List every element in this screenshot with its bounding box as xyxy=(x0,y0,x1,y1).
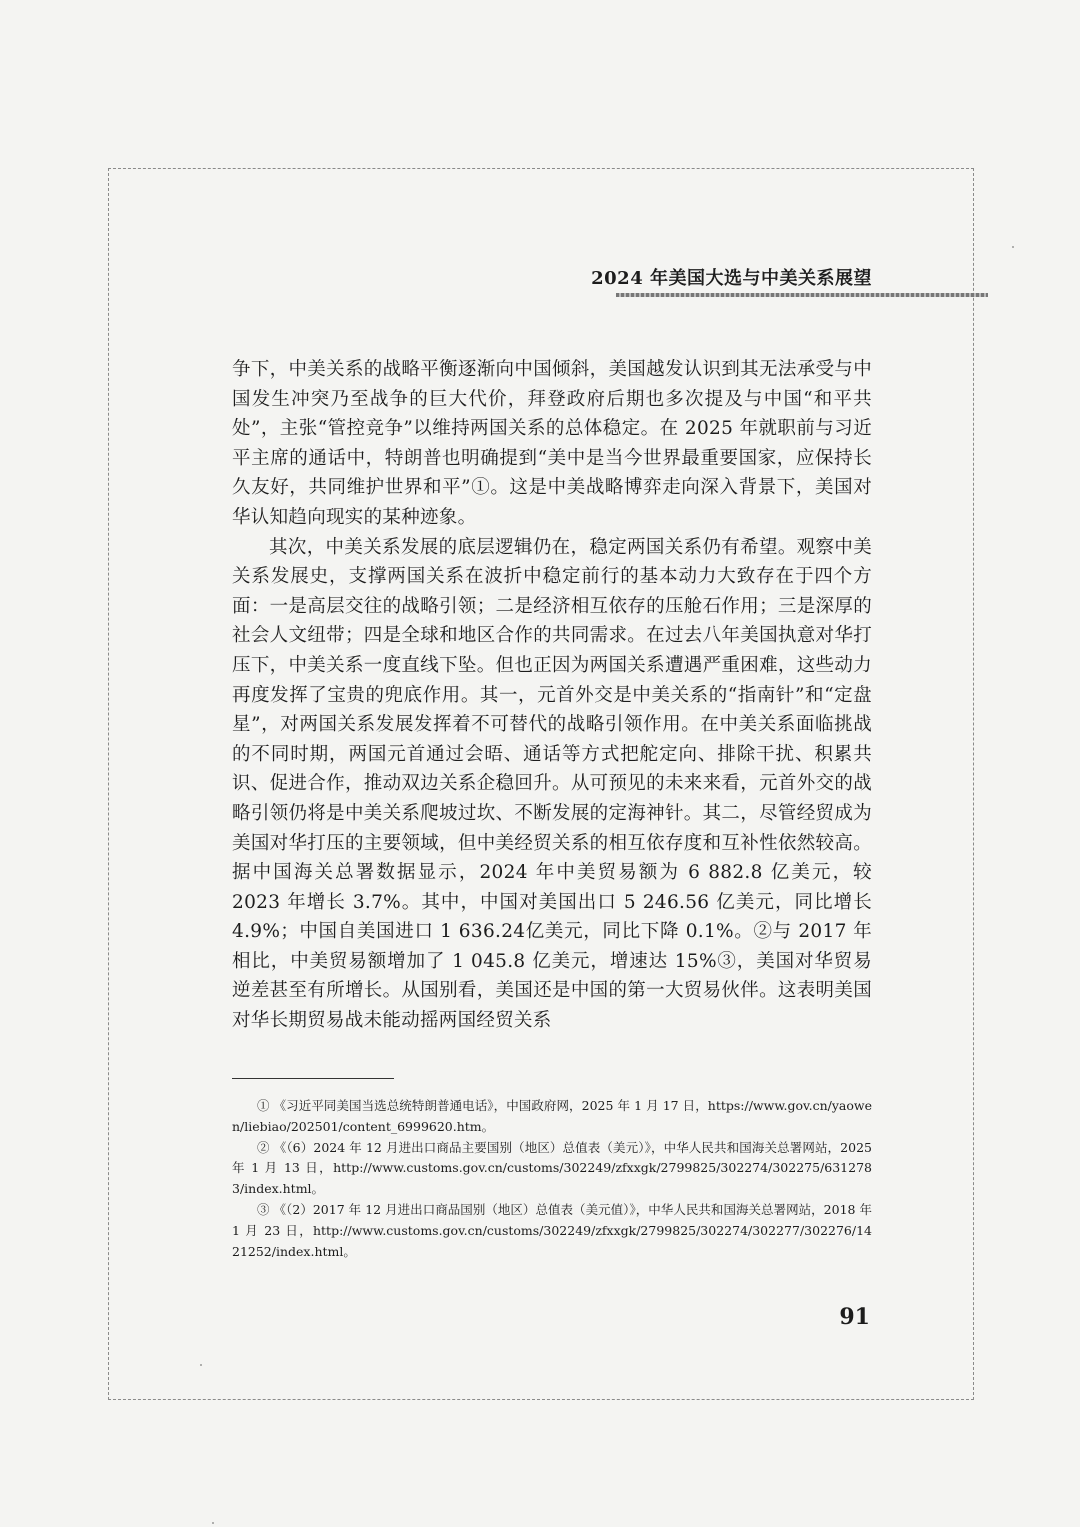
body-text xyxy=(232,355,872,1036)
footnote: ③ 《（2）2017 年 12 月进出口商品国别（地区）总值表（美元值）》，中华人民共和国海关总署网站，2018 年 1 月 23 日，http://www.customs.gov.cn/customs/302249/zfxxgk/2799825/302274/302277/302276/1421252/index.html。 xyxy=(232,1201,872,1259)
footnotes xyxy=(232,1096,872,1262)
footnote: ① 《习近平同美国当选总统特朗普通电话》，中国政府网，2025 年 1 月 17 日，https://www.gov.cn/yaowen/liebiao/202501/content_6999620.htm。 xyxy=(232,1098,872,1134)
scan-speck xyxy=(212,1522,214,1524)
page-number: 91 xyxy=(839,1304,870,1330)
title-underline-rule xyxy=(616,293,988,297)
footnote: ② 《（6）2024 年 12 月进出口商品主要国别（地区）总值表（美元）》，中华人民共和国海关总署网站，2025 年 1 月 13 日，http://www.customs.gov.cn/customs/302249/zfxxgk/2799825/302274/302275/6312783/index.html。 xyxy=(232,1139,872,1197)
running-title: 2024 年美国大选与中美关系展望 xyxy=(591,268,872,289)
footnote-separator xyxy=(232,1078,394,1079)
scan-speck xyxy=(1012,246,1014,248)
body-paragraph: 其次，中美关系发展的底层逻辑仍在，稳定两国关系仍有希望。观察中美关系发展史，支撑两国关系在波折中稳定前行的基本动力大致存在于四个方面：一是高层交往的战略引领；二是经济相互依存的压舱石作用；三是深厚的社会人文纽带；四是全球和地区合作的共同需求。在过去八年美国执意对华打压下，中美关系一度直线下坠。但也正因为两国关系遭遇严重困难，这些动力再度发挥了宝贵的兜底作用。其一，元首外交是中美关系的“指南针”和“定盘星”，对两国关系发展发挥着不可替代的战略引领作用。在中美关系面临挑战的不同时期，两国元首通过会晤、通话等方式把舵定向、排除干扰、积累共识、促进合作，推动双边关系企稳回升。从可预见的未来来看，元首外交的战略引领仍将是中美关系爬坡过坎、不断发展的定海神针。其二，尽管经贸成为美国对华打压的主要领域，但中美经贸关系的相互依存度和互补性依然较高。据中国海关总署数据显示，2024 年中美贸易额为 6 882.8 亿美元，较 2023 年增长 3.7%。其中，中国对美国出口 5 246.56 亿美元，同比增长 4.9%；中国自美国进口 1 636.24亿美元，同比下降 0.1%。②与 2017 年相比，中美贸易额增加了 1 045.8 亿美元，增速达 15%③，美国对华贸易逆差甚至有所增长。从国别看，美国还是中国的第一大贸易伙伴。这表明美国对华长期贸易战未能动摇两国经贸关系 xyxy=(232,536,872,1032)
body-paragraph: 争下，中美关系的战略平衡逐渐向中国倾斜，美国越发认识到其无法承受与中国发生冲突乃至战争的巨大代价，拜登政府后期也多次提及与中国“和平共处”，主张“管控竞争”以维持两国关系的总体稳定。在 2025 年就职前与习近平主席的通话中，特朗普也明确提到“美中是当今世界最重要国家，应保持长久友好，共同维护世界和平”①。这是中美战略博弈走向深入背景下，美国对华认知趋向现实的某种迹象。 xyxy=(232,359,872,528)
scan-speck xyxy=(200,1364,202,1366)
